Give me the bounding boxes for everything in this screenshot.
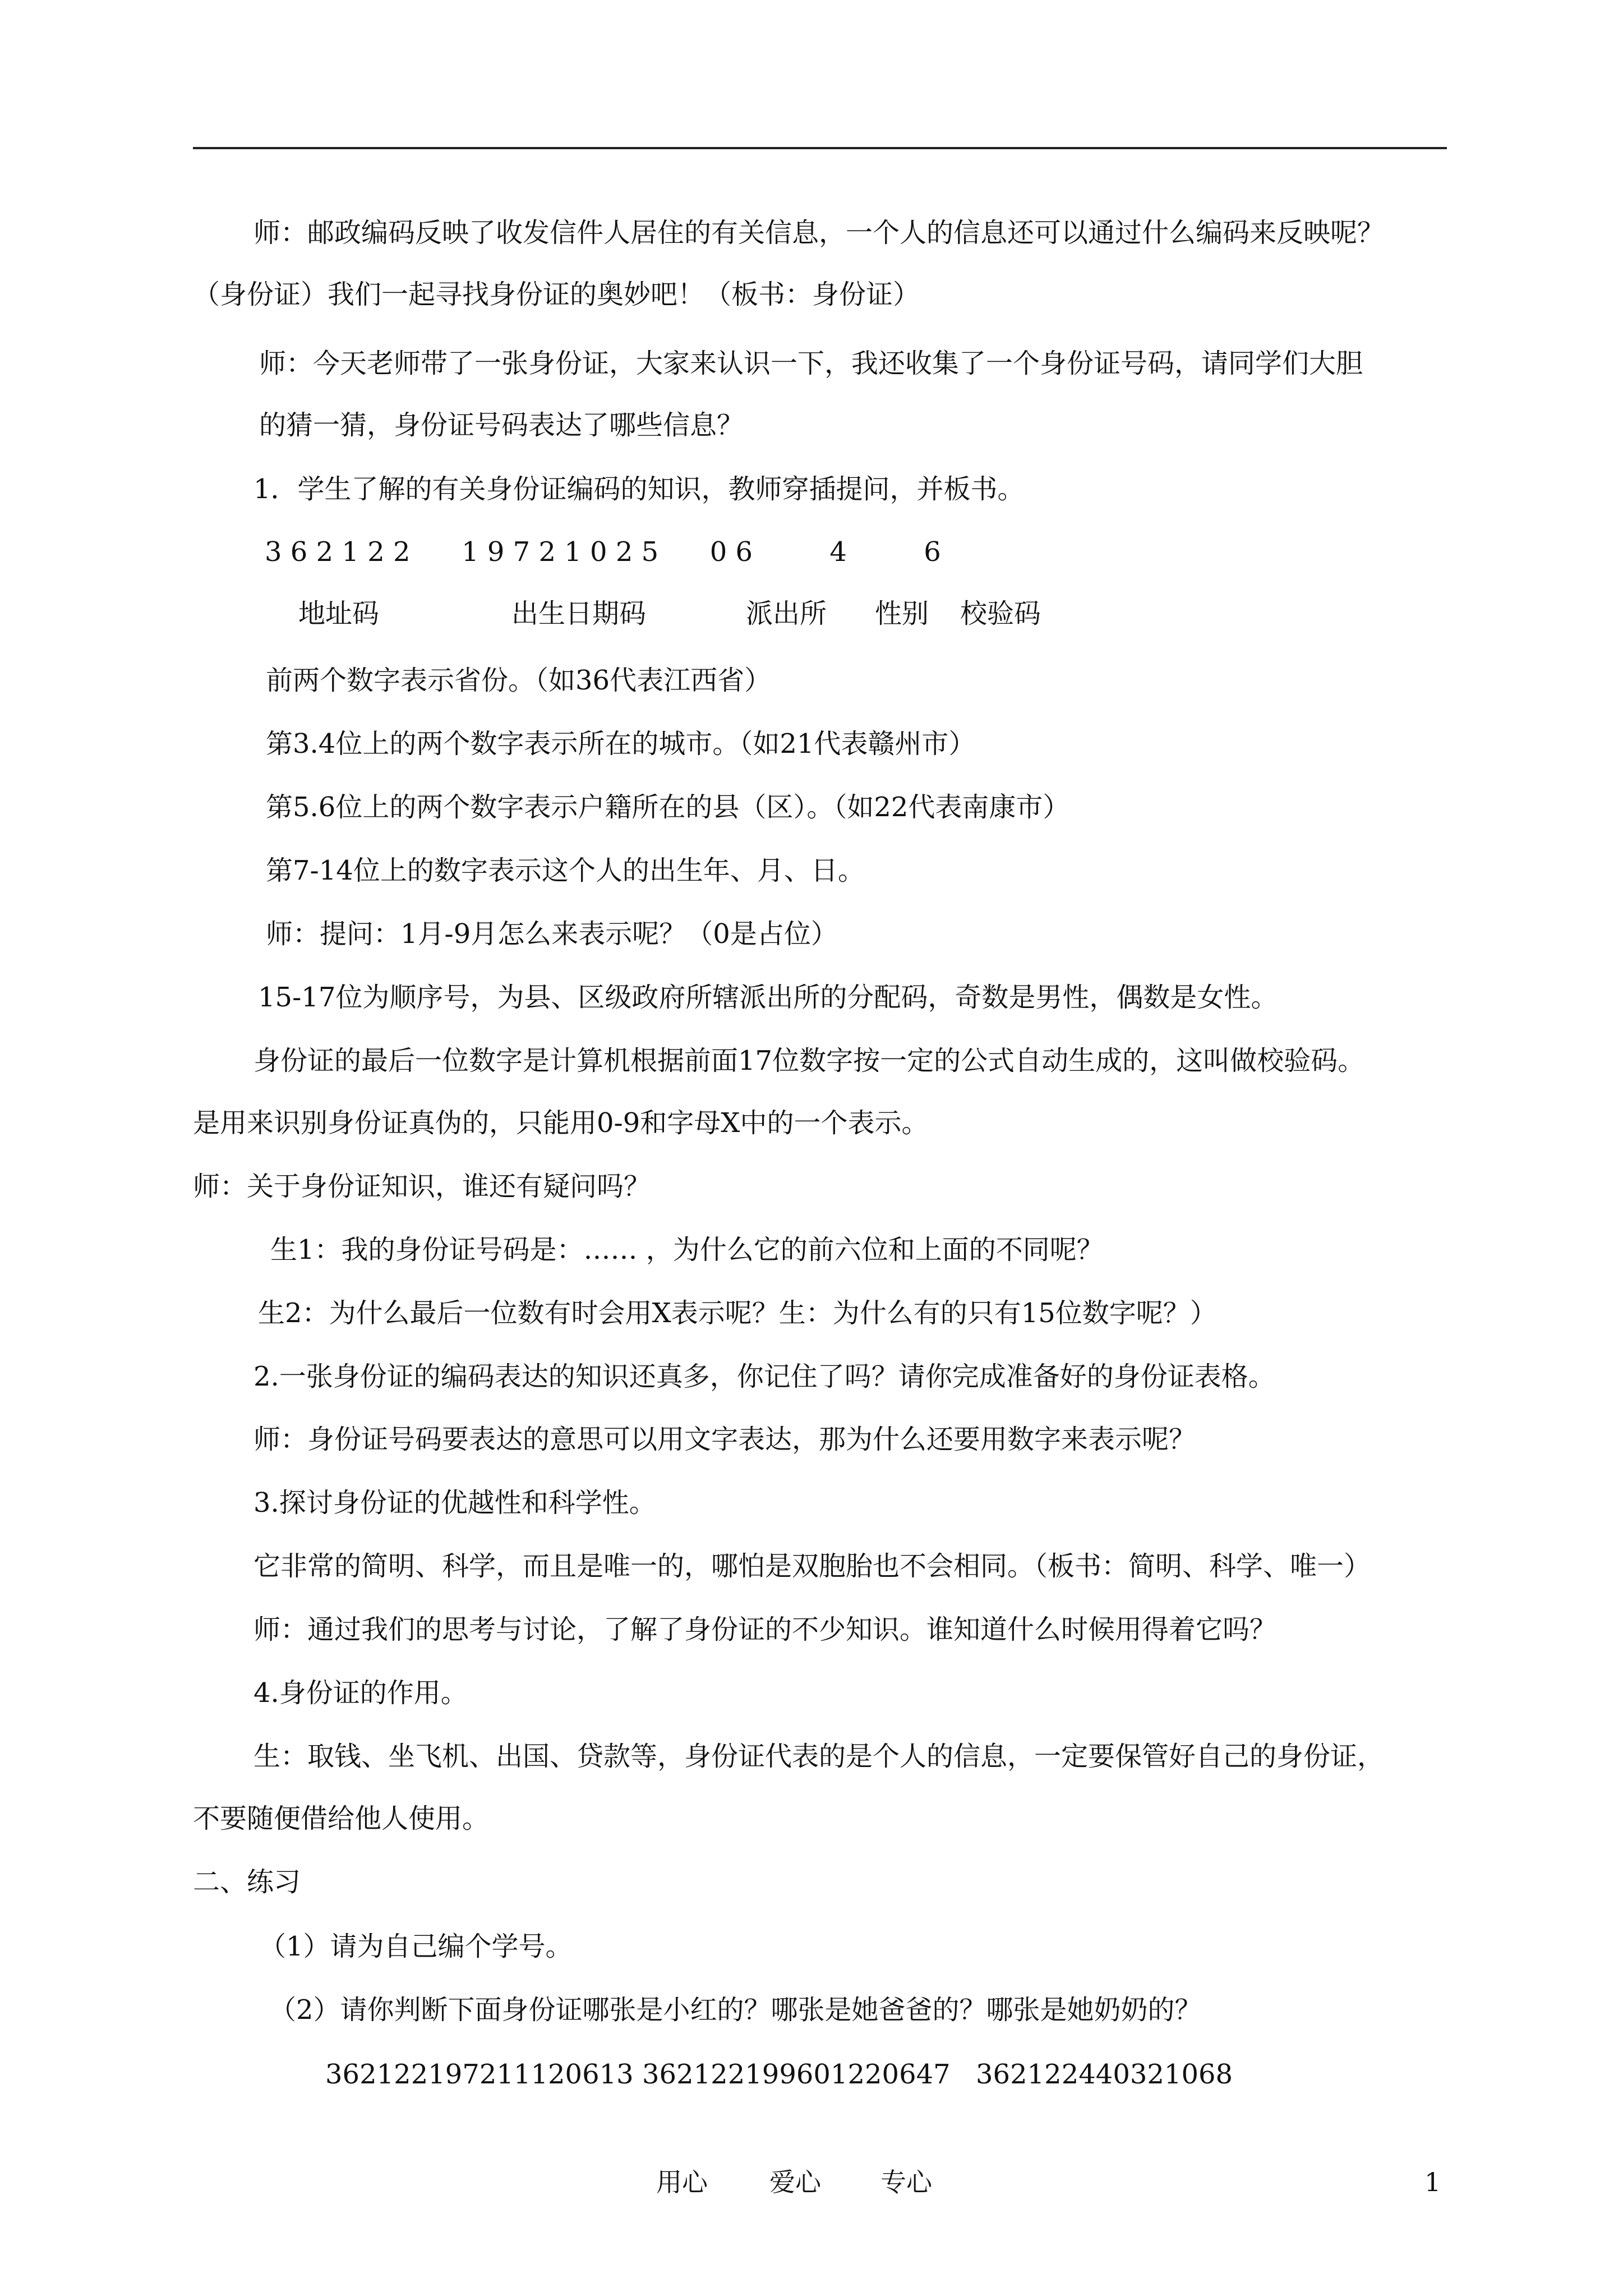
text-line-24: 4.身份证的作用。 [253, 1677, 468, 1709]
label-check-code: 校验码 [960, 598, 1041, 629]
text-line-18: 生2：为什么最后一位数有时会用X表示呢？生：为什么有的只有15位数字呢？） [258, 1297, 1217, 1329]
text-line-16: 师：关于身份证知识，谁还有疑问吗？ [193, 1171, 651, 1202]
id-number-3: 362122440321068 [976, 2059, 1233, 2090]
text-line-17: 生1：我的身份证号码是：…… ，为什么它的前六位和上面的不同呢？ [270, 1234, 1104, 1266]
text-line-10: 第5.6位上的两个数字表示户籍所在的县（区）。（如22代表南康市） [266, 792, 1070, 823]
text-line-1: 师：邮政编码反映了收发信件人居住的有关信息，一个人的信息还可以通过什么编码来反映呢？ [253, 217, 1385, 249]
label-police-station: 派出所 [746, 598, 827, 629]
header-rule [193, 147, 1447, 149]
text-line-26: 不要随便借给他人使用。 [193, 1803, 490, 1834]
text-line-3: 师：今天老师带了一张身份证，大家来认识一下，我还收集了一个身份证号码，请同学们大胆 [259, 348, 1363, 379]
page-number: 1 [1424, 2167, 1441, 2197]
section-heading-practice: 二、练习 [193, 1866, 301, 1898]
id-number-digits: 3 6 2 1 2 2 1 9 7 2 1 0 2 5 0 6 4 6 [265, 536, 941, 568]
text-line-20: 师：身份证号码要表达的意思可以用文字表达，那为什么还要用数字来表示呢？ [253, 1424, 1196, 1455]
id-number-1: 362122197211120613 [325, 2059, 634, 2090]
text-line-14: 身份证的最后一位数字是计算机根据前面17位数字按一定的公式自动生成的，这叫做校验码。 [253, 1045, 1365, 1076]
text-line-9: 第3.4位上的两个数字表示所在的城市。（如21代表赣州市） [266, 728, 976, 760]
text-line-2: （身份证）我们一起寻找身份证的奥妙吧！（板书：身份证） [193, 279, 920, 310]
label-gender: 性别 [875, 598, 929, 629]
text-line-29: （2）请你判断下面身份证哪张是小红的？哪张是她爸爸的？哪张是她奶奶的？ [269, 1994, 1202, 2026]
text-line-5: 1．学生了解的有关身份证编码的知识，教师穿插提问，并板书。 [253, 473, 1025, 505]
footer-mid: 爱心 [769, 2167, 821, 2197]
text-line-21: 3.探讨身份证的优越性和科学性。 [253, 1487, 656, 1519]
footer-left: 用心 [656, 2167, 708, 2197]
text-line-23: 师：通过我们的思考与讨论，了解了身份证的不少知识。谁知道什么时候用得着它吗？ [253, 1614, 1277, 1645]
label-address-code: 地址码 [298, 598, 380, 629]
text-line-25: 生：取钱、坐飞机、出国、贷款等，身份证代表的是个人的信息，一定要保管好自己的身份证， [253, 1741, 1385, 1772]
text-line-15: 是用来识别身份证真伪的，只能用0-9和字母X中的一个表示。 [193, 1107, 929, 1139]
label-birthdate-code: 出生日期码 [511, 598, 647, 629]
text-line-12: 师：提问：1月-9月怎么来表示呢？（0是占位） [266, 918, 838, 950]
text-line-19: 2.一张身份证的编码表达的知识还真多，你记住了吗？请你完成准备好的身份证表格。 [253, 1361, 1275, 1392]
id-number-2: 362122199601220647 [642, 2059, 951, 2090]
text-line-4: 的猜一猜，身份证号码表达了哪些信息？ [259, 409, 744, 441]
text-line-28: （1）请为自己编个学号。 [259, 1931, 573, 1962]
text-line-8: 前两个数字表示省份。（如36代表江西省） [266, 665, 772, 696]
text-line-13: 15-17位为顺序号，为县、区级政府所辖派出所的分配码，奇数是男性，偶数是女性。 [258, 982, 1278, 1013]
text-line-11: 第7-14位上的数字表示这个人的出生年、月、日。 [266, 855, 865, 886]
text-line-22: 它非常的简明、科学，而且是唯一的，哪怕是双胞胎也不会相同。（板书：简明、科学、唯一） [253, 1550, 1371, 1582]
footer-right: 专心 [880, 2167, 932, 2197]
